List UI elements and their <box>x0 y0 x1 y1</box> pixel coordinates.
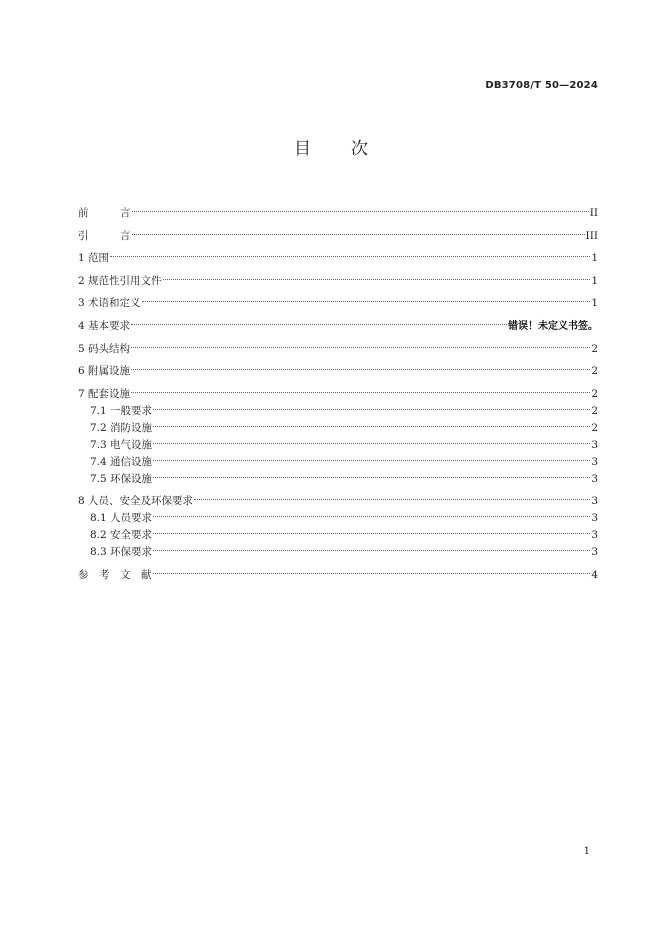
toc-entry-page: 2 <box>591 365 598 378</box>
toc-entry-page: 1 <box>591 274 598 287</box>
toc-entry-page: II <box>589 207 598 219</box>
toc-entry-label: 7.3 电气设施 <box>90 438 153 451</box>
toc-entry[interactable] <box>78 386 598 403</box>
toc-entry[interactable] <box>78 273 598 290</box>
toc-entry-label: 引 言 <box>78 229 131 242</box>
toc-entry-page: 1 <box>591 297 598 310</box>
dot-leader <box>153 426 590 427</box>
toc-entry-page: 1 <box>591 252 598 265</box>
toc-entry-label: 7.4 通信设施 <box>90 455 153 468</box>
toc-entry-label: 8.1 人员要求 <box>90 512 153 525</box>
dot-leader <box>153 516 590 517</box>
toc-entry[interactable] <box>78 250 598 267</box>
toc-entry-page: 3 <box>591 472 598 485</box>
dot-leader <box>142 301 591 302</box>
toc-entry-label: 6 附属设施 <box>78 365 131 378</box>
dot-leader <box>153 533 590 534</box>
dot-leader <box>131 347 590 348</box>
toc-entry-page: 4 <box>591 568 598 581</box>
toc-entry-page: 3 <box>591 512 598 525</box>
toc-entry[interactable] <box>78 471 598 488</box>
toc-title-char-2: 次 <box>351 139 368 159</box>
toc-entry-page: 2 <box>591 404 598 417</box>
toc-entry-page: 2 <box>591 387 598 400</box>
toc-entry-label: 4 基本要求 <box>78 319 131 332</box>
toc-entry[interactable] <box>78 437 598 454</box>
dot-leader <box>131 369 590 370</box>
dot-leader <box>131 392 590 393</box>
toc-entry-label: 7.2 消防设施 <box>90 421 153 434</box>
toc-entry[interactable] <box>78 205 598 222</box>
toc-entry-page: 3 <box>591 546 598 559</box>
dot-leader <box>163 279 591 280</box>
toc-entry-page: 3 <box>591 529 598 542</box>
toc-entry-label: 7.1 一般要求 <box>90 404 153 417</box>
toc-entry-label: 7 配套设施 <box>78 387 131 400</box>
dot-leader <box>194 499 590 500</box>
toc-entry-label: 1 范围 <box>78 252 110 265</box>
toc-entry-page: 3 <box>591 455 598 468</box>
toc-entry[interactable] <box>78 403 598 420</box>
toc-entry-page: III <box>585 229 598 242</box>
dot-leader <box>132 234 585 235</box>
toc-entry[interactable] <box>78 341 598 358</box>
toc-entry[interactable] <box>78 510 598 527</box>
dot-leader <box>153 460 590 461</box>
toc-entry[interactable] <box>78 318 598 335</box>
dot-leader <box>153 477 590 478</box>
dot-leader <box>131 324 507 325</box>
toc-entry[interactable] <box>78 527 598 544</box>
toc-entry-page: 3 <box>591 438 598 451</box>
dot-leader <box>153 443 590 444</box>
toc-entry-page: 2 <box>591 421 598 434</box>
toc-title <box>0 134 662 159</box>
toc-title-char-1: 目 <box>294 139 311 159</box>
dot-leader <box>153 409 590 410</box>
toc-entry-label: 7.5 环保设施 <box>90 472 153 485</box>
document-code: DB3708/T 50—2024 <box>485 80 598 91</box>
toc-entry[interactable] <box>78 228 598 245</box>
toc-entry-label: 3 术语和定义 <box>78 297 141 310</box>
toc-entry-label: 2 规范性引用文件 <box>78 274 162 287</box>
toc-entry[interactable] <box>78 544 598 561</box>
dot-leader <box>132 211 589 212</box>
toc-entry[interactable] <box>78 363 598 380</box>
toc-entry-page: 2 <box>591 342 598 355</box>
page-number: 1 <box>583 846 590 857</box>
toc-entry[interactable] <box>78 420 598 437</box>
toc-entry-label: 5 码头结构 <box>78 342 131 355</box>
dot-leader <box>110 256 590 257</box>
toc-entry[interactable] <box>78 454 598 471</box>
toc-entry-label: 参 考 文 献 <box>78 568 152 581</box>
dot-leader <box>153 573 591 574</box>
toc-entry-label: 8.2 安全要求 <box>90 529 153 542</box>
toc-entry-error-text: 错误！未定义书签。 <box>508 320 598 332</box>
table-of-contents <box>78 205 598 584</box>
toc-entry[interactable] <box>78 567 598 584</box>
toc-entry-label: 前 言 <box>78 207 131 219</box>
toc-entry[interactable] <box>78 295 598 312</box>
dot-leader <box>153 550 590 551</box>
toc-entry[interactable] <box>78 493 598 510</box>
toc-entry-label: 8 人员、安全及环保要求 <box>78 495 194 508</box>
toc-entry-label: 8.3 环保要求 <box>90 546 153 559</box>
toc-entry-page: 3 <box>591 495 598 508</box>
